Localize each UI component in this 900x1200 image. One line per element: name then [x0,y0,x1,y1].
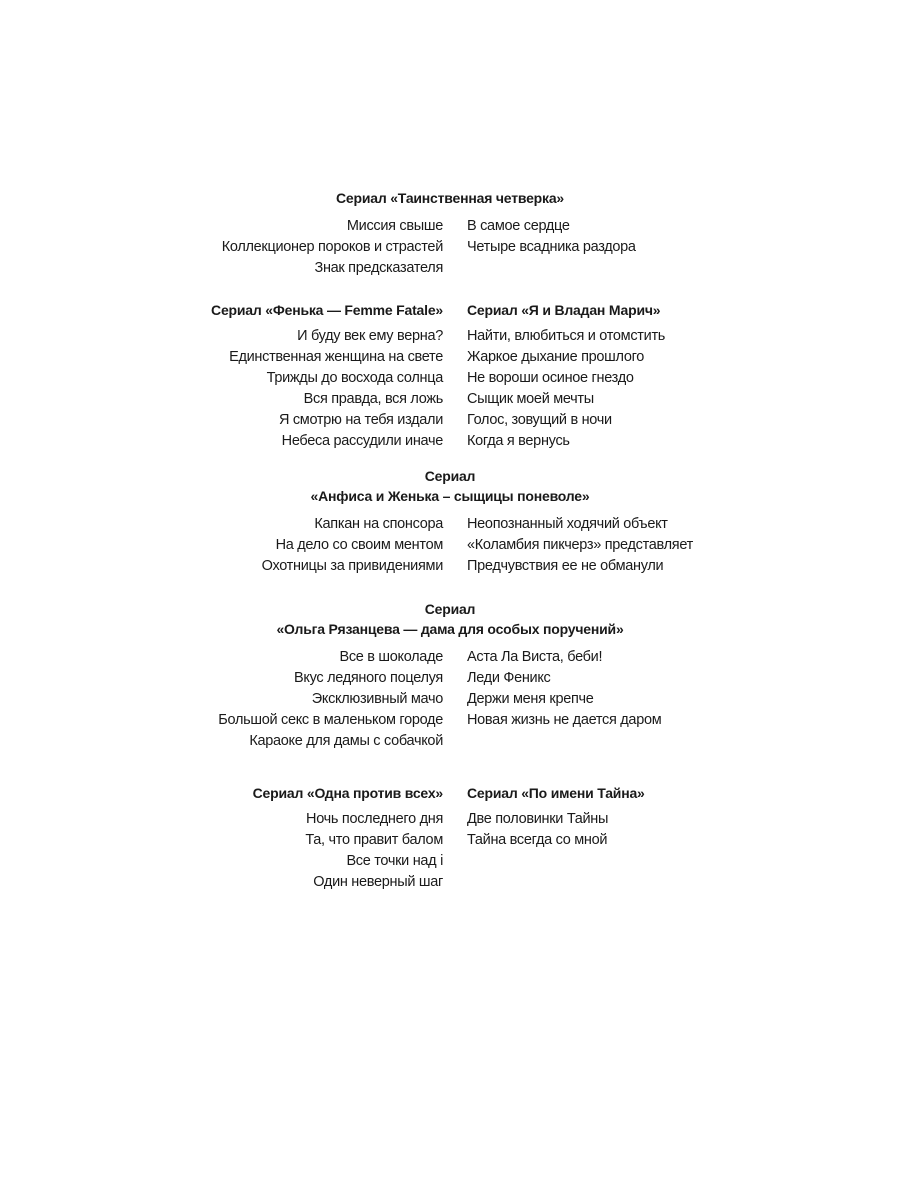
series-section-olga-ryazantseva [0,599,900,749]
book-title: Не вороши осиное гнездо [467,370,634,386]
book-title: Небеса рассудили иначе [281,433,443,449]
book-title: Ночь последнего дня [306,811,443,827]
book-list-right [467,647,661,731]
series-section-anfisa-and-zhenka [0,466,900,574]
book-title: «Коламбия пикчерз» представляет [467,537,693,553]
book-title: На дело со своим ментом [275,537,443,553]
book-title: Когда я вернусь [467,433,570,449]
series-title: Сериал «По имени Тайна» [467,785,645,801]
book-title: Вкус ледяного поцелуя [294,670,443,686]
book-title: Новая жизнь не дается даром [467,712,662,728]
book-title: Неопознанный ходячий объект [467,516,668,532]
book-list-right [467,216,636,258]
series-title-line2: «Ольга Рязанцева — дама для особых поручений» [276,621,624,637]
book-title: Знак предсказателя [314,260,443,276]
book-title: Держи меня крепче [467,691,594,707]
book-list-left [211,300,443,452]
book-list-right [467,514,693,577]
series-title-line2: «Анфиса и Женька – сыщицы поневоле» [310,488,590,504]
book-list-left [222,216,443,279]
book-title: Предчувствия ее не обманули [467,558,664,574]
book-title: Коллекционер пороков и страстей [221,239,443,255]
book-list-right [467,300,665,452]
book-title: И буду век ему верна? [297,328,443,344]
book-title: Аста Ла Виста, беби! [467,649,603,665]
series-section-mysterious-four [0,188,900,276]
book-title: Один неверный шаг [313,874,443,890]
book-title: Две половинки Тайны [467,811,609,827]
book-title: Охотницы за привидениями [261,558,443,574]
book-title: Трижды до восхода солнца [266,370,443,386]
book-title: Голос, зовущий в ночи [467,412,612,428]
series-title: Сериал «Таинственная четверка» [336,190,564,206]
book-title: Большой секс в маленьком городе [218,712,443,728]
series-title: Сериал «Фенька — Femme Fatale» [211,302,443,318]
book-list-left [218,647,443,752]
book-list-left [262,514,443,577]
series-title: Сериал «Я и Владан Марич» [467,302,661,318]
series-title: Сериал «Одна против всех» [252,785,443,801]
book-title: Та, что правит балом [305,832,443,848]
series-title-line1: Сериал [424,601,476,617]
book-list-left [253,783,443,893]
book-title: Тайна всегда со мной [467,832,608,848]
book-title: Караоке для дамы с собачкой [249,733,443,749]
book-title: Жаркое дыхание прошлого [467,349,645,365]
book-title: Все точки над i [346,853,443,869]
series-title-line1: Сериал [424,468,476,484]
book-title: Миссия свыше [346,218,443,234]
book-title: Четыре всадника раздора [467,239,636,255]
book-title: Найти, влюбиться и отомстить [467,328,666,344]
book-title: Леди Феникс [467,670,551,686]
book-title: Единственная женщина на свете [229,349,443,365]
book-title: Капкан на спонсора [314,516,443,532]
book-title: В самое сердце [467,218,570,234]
book-list-right [467,783,645,851]
book-title: Эксклюзивный мачо [311,691,443,707]
book-title: Вся правда, вся ложь [303,391,443,407]
book-title: Все в шоколаде [339,649,443,665]
book-title: Я смотрю на тебя издали [278,412,443,428]
book-title: Сыщик моей мечты [467,391,594,407]
